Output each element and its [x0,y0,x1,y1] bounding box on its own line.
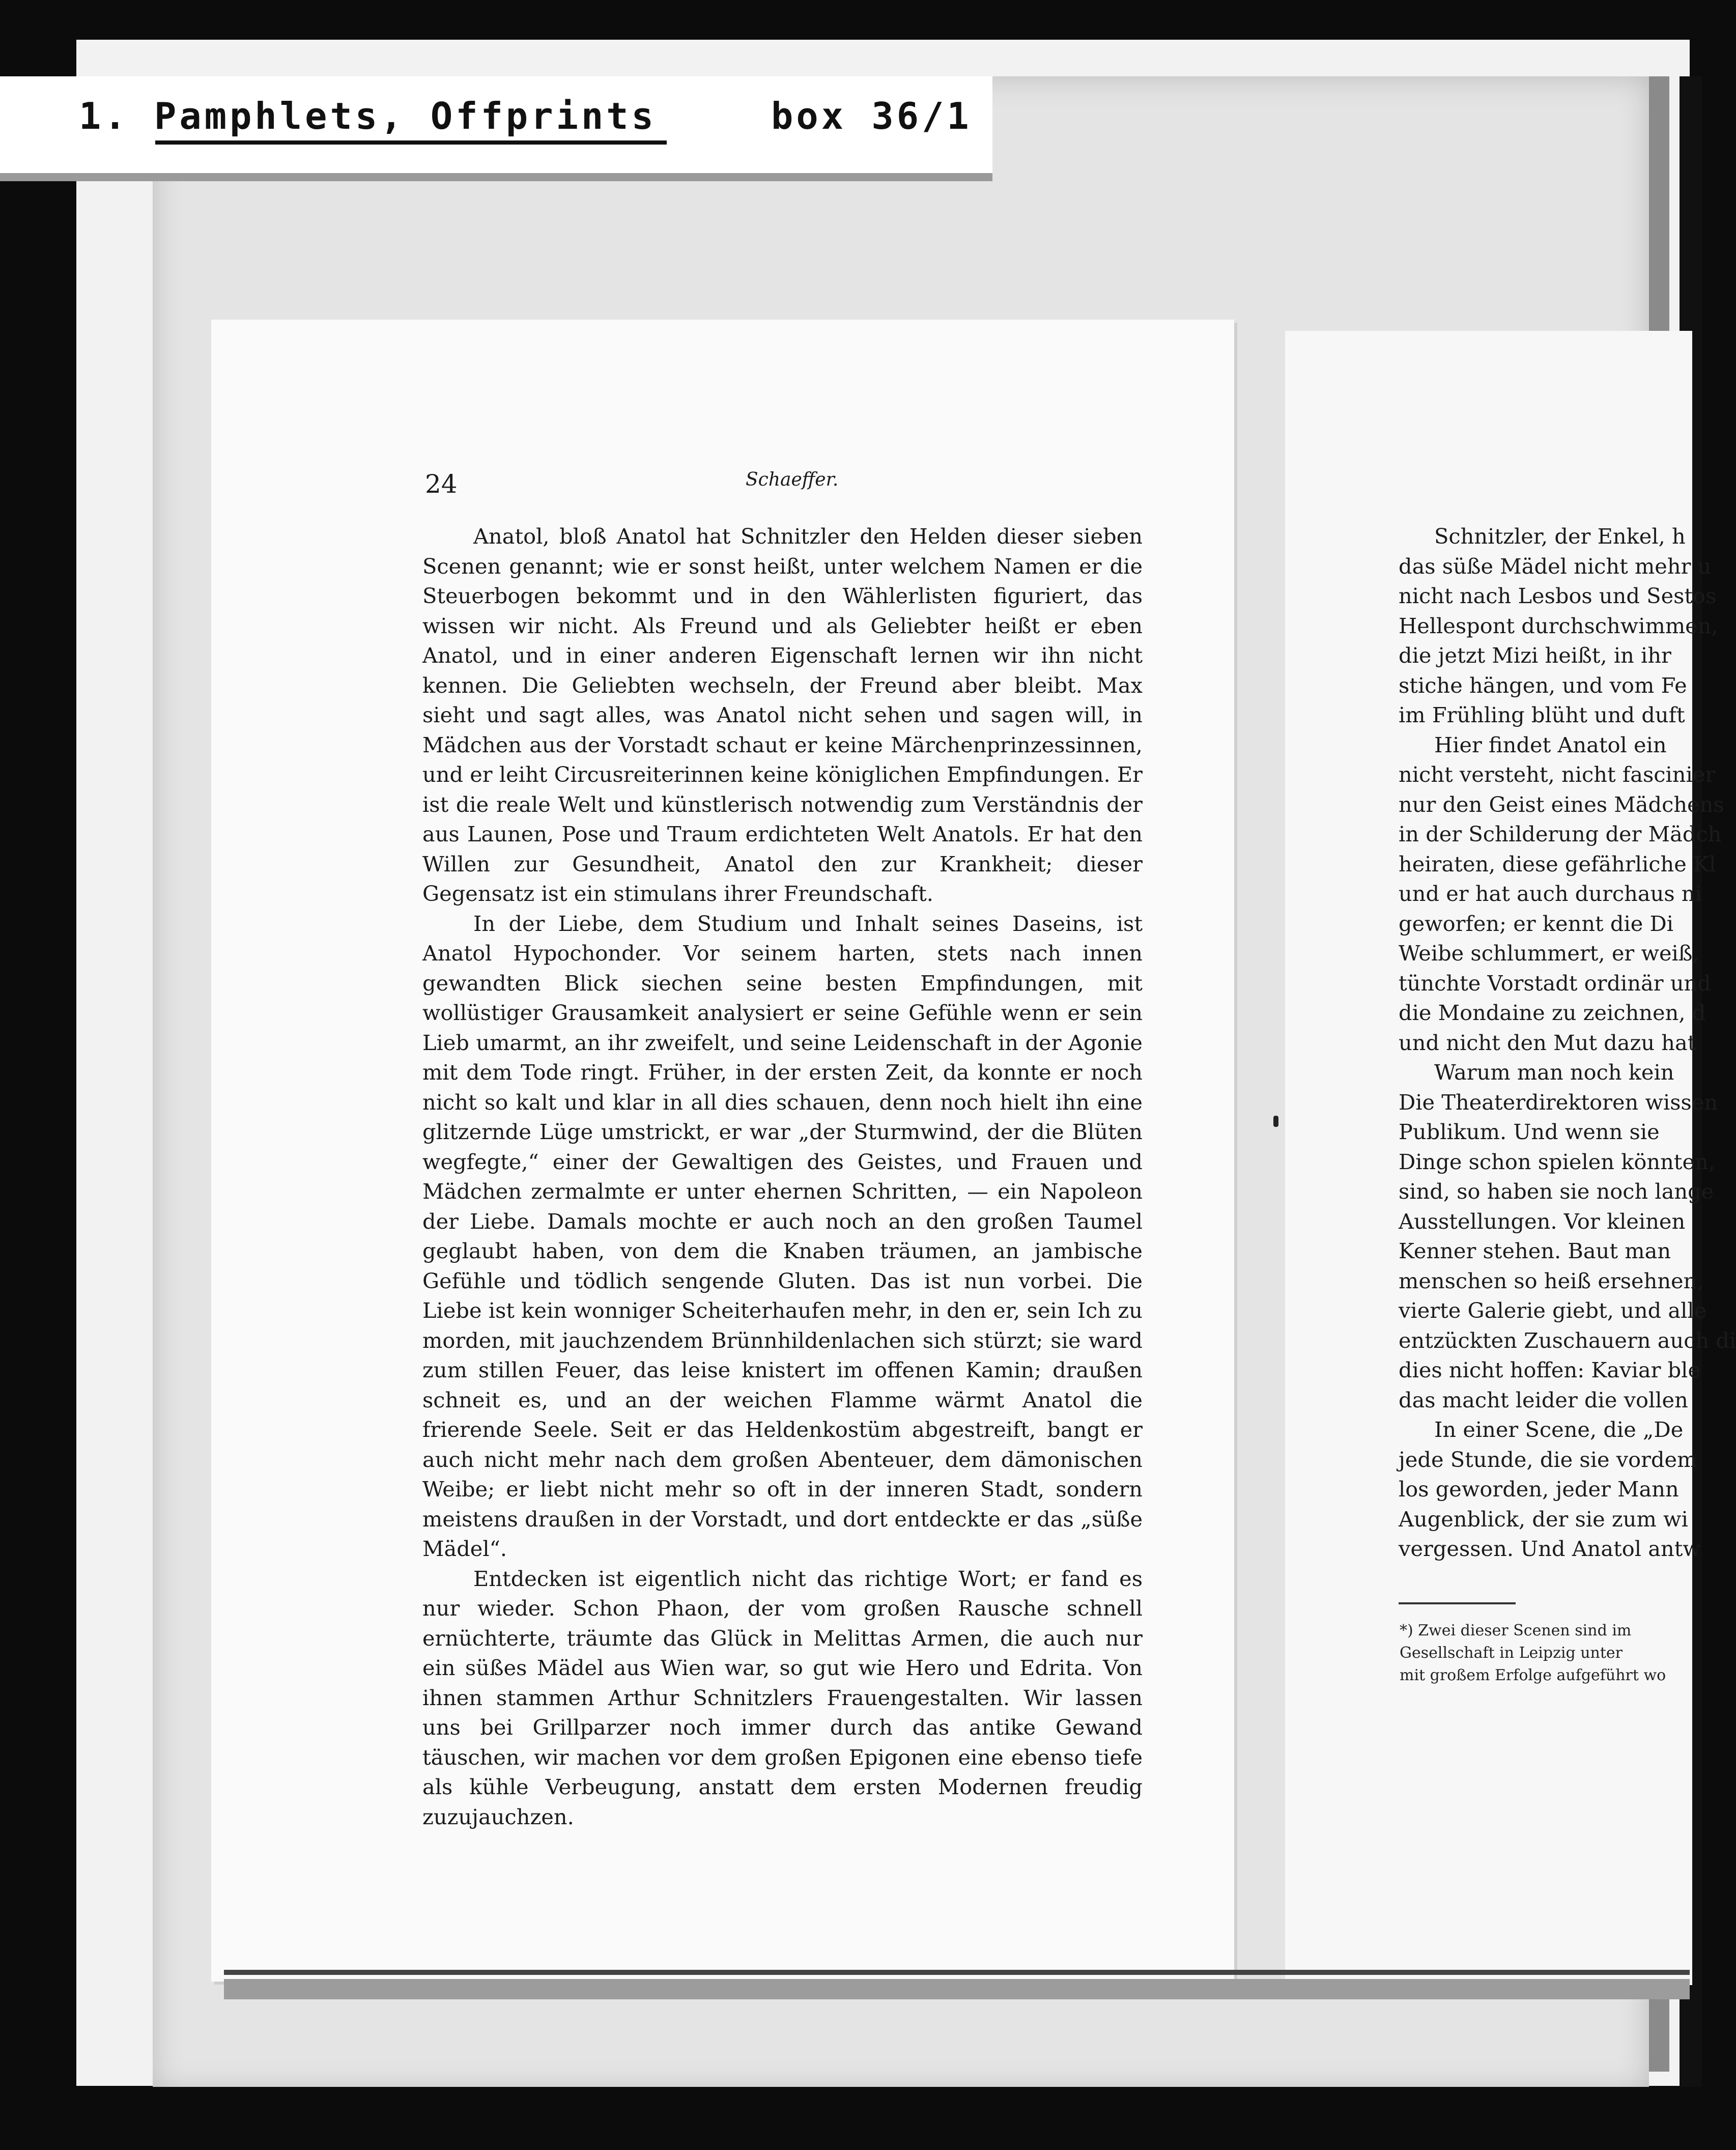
facing-page-line: sind, so haben sie noch lange [1399,1179,1714,1204]
archive-series-label: 1. Pamphlets, Offprints [79,95,657,137]
facing-page-line: nur den Geist eines Mädchens [1399,791,1724,817]
paragraph: Entdecken ist eigentlich nicht das richtige Wort; er fand es nur wieder. Schon Phaon, der vom großen Rausche schnell ernüchterte, träumte das Glück in Melittas Armen, die auch nur ein süßes Mädel aus Wien war, so gut wie Hero und Edrita. Von ihnen stammen Arthur Schnitzlers Frauengestalten. Wir lassen uns bei Grillparzer noch immer durch das antike Gewand täuschen, wir machen vor dem großen Epigonen eine ebenso tiefe als kühle Verbeugung, anstatt dem ersten Modernen freudig zuzujauchzen. [422,1566,1143,1829]
facing-page-line: geworfen; er kennt die Di [1399,911,1674,936]
archive-box-label: box 36/1 [771,95,972,137]
facing-page-line: und er hat auch durchaus ni [1399,881,1702,906]
facing-page-line: In einer Scene, die „De [1434,1417,1684,1442]
facing-page-line: dies nicht hoffen: Kaviar ble [1399,1357,1701,1382]
facing-page-line: menschen so heiß ersehnen, [1399,1268,1704,1293]
facing-page-line: Dinge schon spielen könnten, [1399,1149,1715,1174]
label-underline [155,140,667,145]
facing-page-line: los geworden, jeder Mann [1399,1477,1679,1502]
facing-page-line: vierte Galerie giebt, und alle [1399,1298,1707,1323]
footnote-line: mit großem Erfolge aufgeführt wo [1400,1666,1666,1684]
facing-page-line: entzückten Zuschauern auch di [1399,1327,1736,1353]
facing-page-line: heiraten, diese gefährliche Kl [1399,851,1716,876]
facing-page-line: Augenblick, der sie zum wi [1399,1506,1688,1532]
footnote-rule [1399,1602,1516,1604]
facing-page-line: das süße Mädel nicht mehr u [1399,553,1712,579]
facing-page-line: Hier findet Anatol ein [1434,732,1667,757]
facing-page-line: und nicht den Mut dazu hat [1399,1030,1696,1055]
facing-page-line: Die Theaterdirektoren wissen [1399,1089,1718,1115]
running-head: Schaeffer. [746,469,839,490]
facing-page-line: nicht nach Lesbos und Sestos [1399,583,1717,608]
footnote [1400,1620,1695,1687]
facing-page-line: Hellespont durchschwimmen, [1399,613,1718,638]
facing-page-line: vergessen. Und Anatol antw [1399,1536,1701,1561]
facing-page-line: das macht leider die vollen [1399,1387,1688,1412]
page-mark [1273,1116,1278,1127]
paragraph: Anatol, bloß Anatol hat Schnitzler den Helden dieser sieben Scenen genannt; wie er sonst heißt, unter welchem Namen er die Steuerbogen bekommt und in den Wählerlisten figuriert, das wissen wir nicht. Als Freund und als Geliebter heißt er eben Anatol, und in einer anderen Eigenschaft lernen wir ihn nicht kennen. Die Geliebten wechseln, der Freund aber bleibt. Max sieht und sagt alles, was Anatol nicht sehen und sagen will, in Mädchen aus der Vorstadt schaut er keine Märchenprinzessinnen, und er leiht Circusreiterinnen keine königlichen Empfindungen. Er ist die reale Welt und künstlerisch notwendig zum Verständnis der aus Launen, Pose und Traum erdichteten Welt Anatols. Er hat den Willen zur Gesundheit, Anatol den zur Krankheit; dieser Gegensatz ist ein stimulans ihrer Freundschaft. [422,524,1143,906]
mount-bottom-edge [224,1979,1690,1999]
facing-page-line: tünchte Vorstadt ordinär und [1399,970,1711,996]
facing-page-line: Ausstellungen. Vor kleinen [1399,1208,1686,1234]
page-bottom-edge [224,1970,1690,1975]
facing-page-text-column [1399,522,1736,1564]
scan-border-bottom [0,2087,1702,2150]
facing-page-line: Publikum. Und wenn sie [1399,1119,1660,1144]
facing-page-line: Warum man noch kein [1434,1060,1674,1085]
facing-page-line: stiche hängen, und vom Fe [1399,672,1687,698]
page-number: 24 [425,469,458,499]
facing-page-line: im Frühling blüht und duft [1399,702,1685,727]
facing-page-line: jede Stunde, die sie vordem [1399,1447,1697,1472]
paragraph: In der Liebe, dem Studium und Inhalt seines Daseins, ist Anatol Hypochonder. Vor seinem harten, stets nach innen gewandten Blick siechen seine besten Empfindungen, mit wollüstiger Grausamkeit analysiert er seine Gefühle wenn er sein Lieb umarmt, an ihr zweifelt, und seine Leidenschaft in der Agonie mit dem Tode ringt. Früher, in der ersten Zeit, da konnte er noch nicht so kalt und klar in all dies schauen, denn noch hielt ihn eine glitzernde Lüge umstrickt, er war „der Sturmwind, der die Blüten wegfegte,“ einer der Gewaltigen des Geistes, und Frauen und Mädchen zermalmte er unter ehernen Schritten, — ein Napoleon der Liebe. Damals mochte er auch noch an den großen Taumel geglaubt haben, von dem die Knaben träumen, an jambische Gefühle und tödlich sengende Gluten. Das ist nun vorbei. Die Liebe ist kein wonniger Scheiterhaufen mehr, in den er, sein Ich zu morden, mit jauchzendem Brünnhildenlachen sich stürzt; sie ward zum stillen Feuer, das leise knistert im offenen Kamin; draußen schneit es, und an der weichen Flamme wärmt Anatol die frierende Seele. Seit er das Heldenkostüm abgestreift, bangt er auch nicht mehr nach dem großen Abenteuer, dem dämonischen Weibe; er liebt nicht mehr so oft in der inneren Stadt, sondern meistens draußen in der Vorstadt, und dort entdeckte er das „süße Mädel“. [422,911,1143,1561]
facing-page-line: Kenner stehen. Baut man [1399,1238,1671,1263]
footnote-line: Gesellschaft in Leipzig unter [1400,1644,1623,1662]
main-text-column [422,522,1143,1832]
footnote-line: *) Zwei dieser Scenen sind im [1400,1622,1632,1639]
facing-page-line: nicht versteht, nicht fascinier [1399,762,1716,787]
facing-page-line: die Mondaine zu zeichnen, d [1399,1000,1706,1025]
facing-page-line: die jetzt Mizi heißt, in ihr [1399,643,1671,668]
facing-page-line: in der Schilderung der Mädch [1399,822,1722,846]
facing-page-line: Weibe schlummert, er weiß, [1399,941,1699,966]
facing-page-line: Schnitzler, der Enkel, h [1434,524,1686,549]
